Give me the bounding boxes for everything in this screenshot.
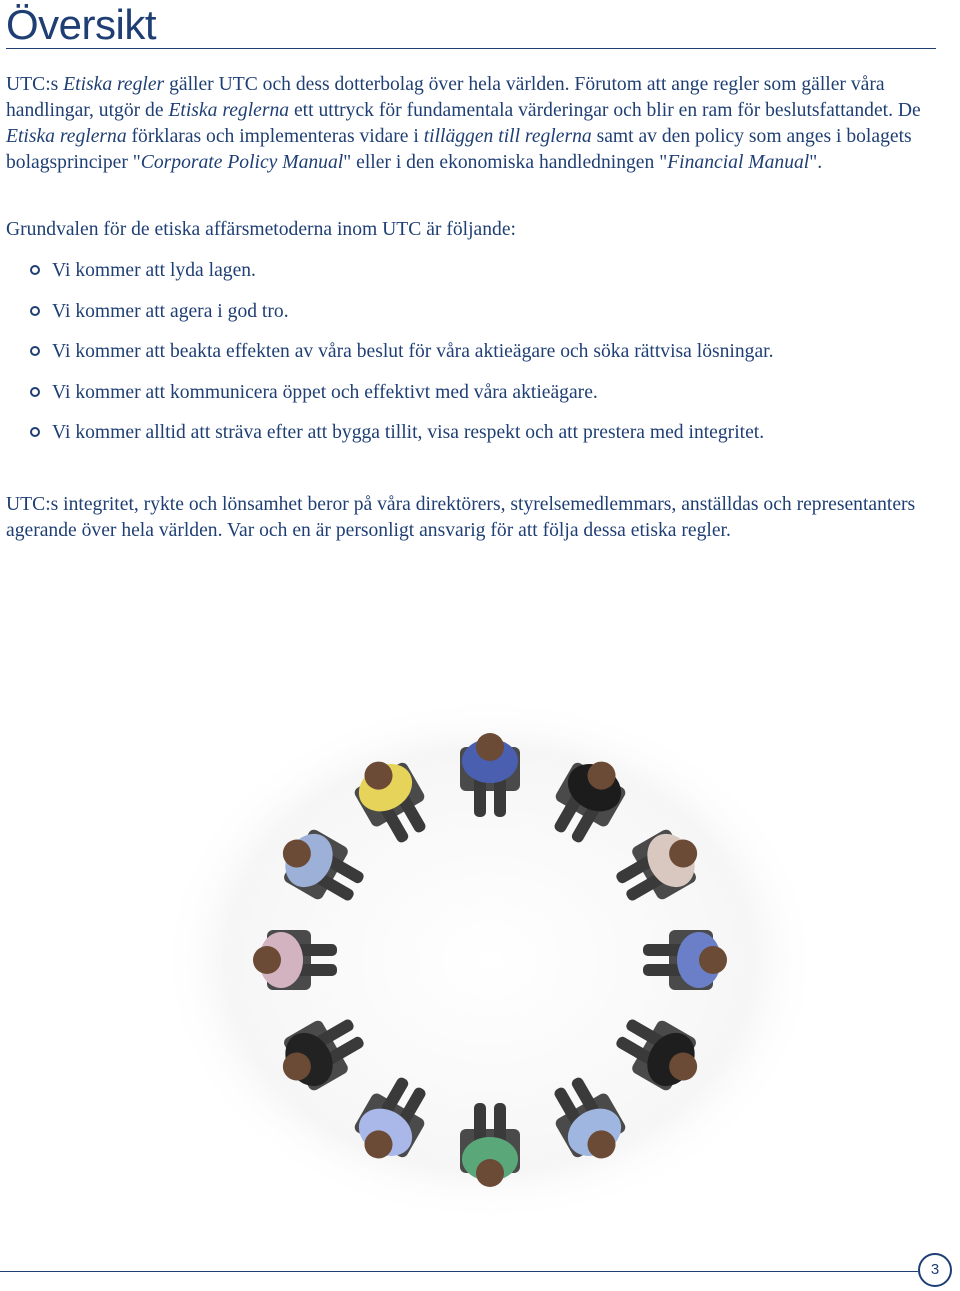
intro-text-run: samt av den policy som anges i bolagets bolagsprinciper " — [6, 126, 912, 173]
intro-italic-run: Etiska regler — [63, 74, 165, 95]
intro-text-run: gäller UTC och dess dotterbolag över hela världen. Förutom att ange regler som gäller våra handlingar, utgör de — [6, 74, 885, 121]
principle-text: Vi kommer att agera i god tro. — [52, 300, 289, 322]
ring-bullet-icon — [30, 306, 40, 316]
title-divider — [6, 48, 936, 49]
intro-paragraph — [6, 72, 936, 176]
principle-item — [30, 258, 774, 299]
ring-bullet-icon — [30, 346, 40, 356]
closing-paragraph: UTC:s integritet, rykte och lönsamhet beror på våra direktörers, styrelsemedlemmars, anställdas och representanters agerande över hela världen. Var och en är personligt ansvarig för att följa dessa etiska regler. — [6, 494, 916, 541]
intro-italic-run: Corporate Policy Manual — [140, 152, 344, 173]
intro-text-run: UTC:s — [6, 74, 64, 95]
intro-text-run: förklaras och implementeras vidare i — [126, 126, 424, 147]
principle-text: Vi kommer att beakta effekten av våra beslut för våra aktieägare och söka rättvisa lösningar. — [52, 341, 774, 362]
intro-text-run: ett uttryck för fundamentala värderingar och blir en ram för beslutsfattandet. De — [289, 100, 921, 121]
principle-item — [30, 420, 774, 461]
principle-item — [30, 299, 774, 340]
principle-text: Vi kommer alltid att sträva efter att bygga tillit, visa respekt och att prestera med integritet. — [52, 422, 765, 443]
principles-list — [30, 258, 774, 461]
ring-bullet-icon — [30, 387, 40, 397]
page-number: 3 — [918, 1253, 952, 1287]
footer-divider — [0, 1271, 918, 1272]
intro-text-run: ". — [809, 152, 823, 173]
intro-italic-run: tilläggen till reglerna — [423, 126, 592, 147]
intro-italic-run: Etiska reglerna — [168, 100, 290, 121]
principle-item — [30, 380, 774, 421]
lead-sentence: Grundvalen för de etiska affärsmetoderna inom UTC är följande: — [6, 219, 516, 240]
meeting-circle-photo — [140, 690, 840, 1230]
intro-text-run: " eller i den ekonomiska handledningen " — [343, 152, 668, 173]
ring-bullet-icon — [30, 427, 40, 437]
principle-text: Vi kommer att kommunicera öppet och effektivt med våra aktieägare. — [52, 381, 598, 403]
principle-text: Vi kommer att lyda lagen. — [52, 260, 256, 281]
intro-italic-run: Etiska reglerna — [6, 126, 127, 147]
intro-italic-run: Financial Manual — [667, 152, 810, 173]
principle-item — [30, 339, 774, 380]
page-title: Översikt — [6, 1, 157, 48]
ring-bullet-icon — [30, 265, 40, 275]
